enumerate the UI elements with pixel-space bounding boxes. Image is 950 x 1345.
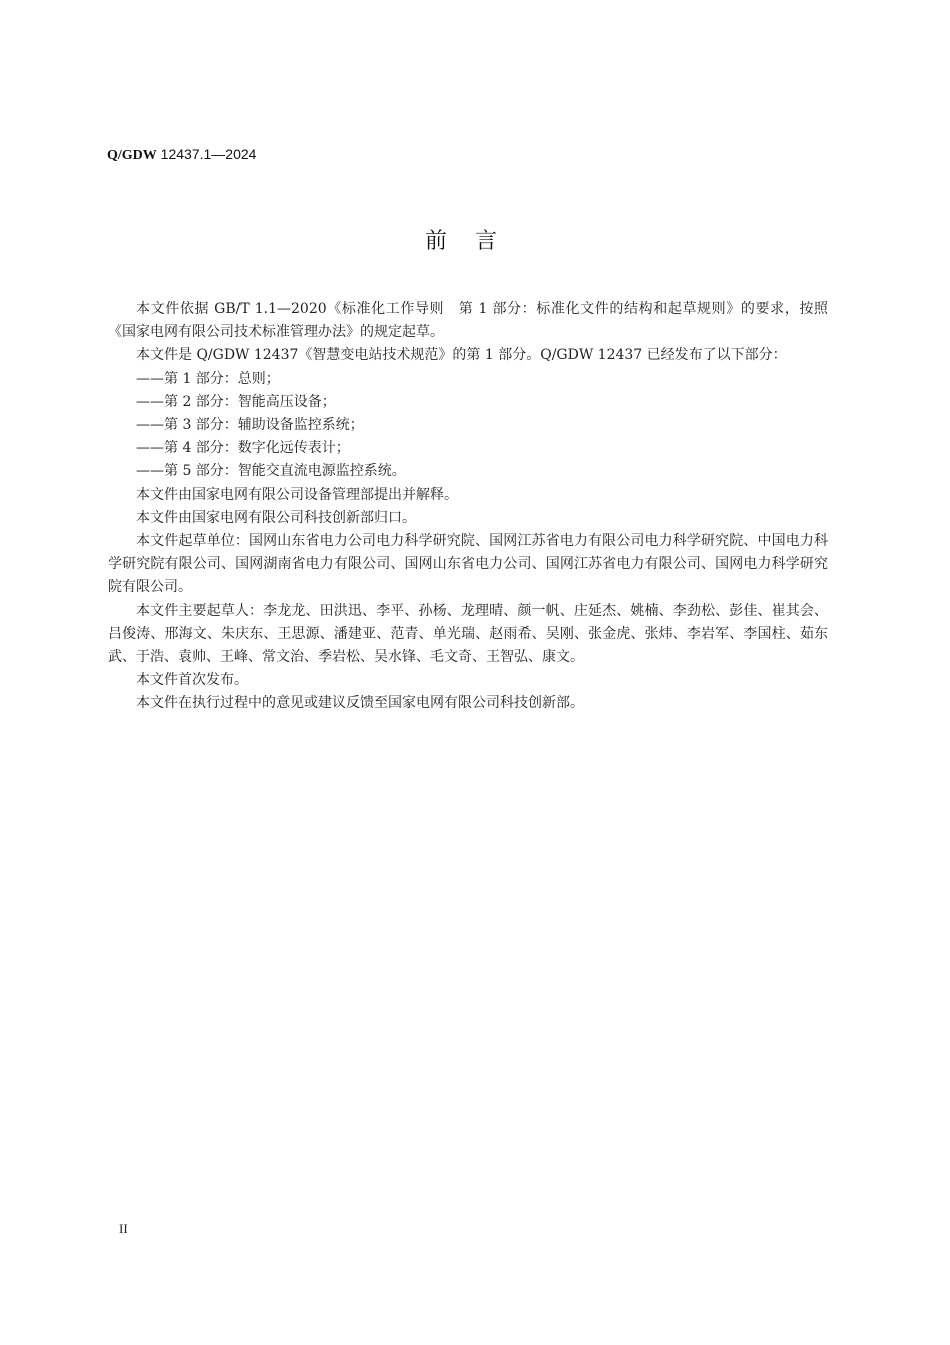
list-item: ——第 4 部分：数字化远传表计；	[136, 440, 350, 457]
drafting-units-paragraph: 本文件起草单位：国网山东省电力公司电力科学研究院、国网江苏省电力有限公司电力科学研究院、中国电力科学研究院有限公司、国网湖南省电力有限公司、国网山东省电力公司、国网江苏省电力有限公司、国网电力科学研究院有限公司。	[108, 533, 828, 596]
document-header	[107, 146, 256, 164]
list-item: ——第 2 部分：智能高压设备；	[136, 393, 336, 410]
list-item: ——第 3 部分：辅助设备监控系统；	[136, 417, 364, 434]
drafters-paragraph: 本文件主要起草人：李龙龙、田洪迅、李平、孙杨、龙理晴、颜一帆、庄延杰、姚楠、李劲松、彭佳、崔其会、吕俊涛、邢海文、朱庆东、王思源、潘建亚、范青、单光瑞、赵雨希、吴刚、张金虎、张炜、李岩军、李国柱、茹东武、于浩、袁帅、王峰、常文治、季岩松、吴水锋、毛文奇、王智弘、康文。	[108, 602, 828, 666]
paragraph: 本文件依据 GB/T 1.1—2020《标准化工作导则 第 1 部分：标准化文件的结构和起草规则》的要求，按照《国家电网有限公司技术标准管理办法》的规定起草。	[108, 301, 828, 341]
page-number: II	[119, 1221, 128, 1236]
paragraph: 本文件由国家电网有限公司科技创新部归口。	[136, 509, 416, 526]
paragraph: 本文件是 Q/GDW 12437《智慧变电站技术规范》的第 1 部分。Q/GDW 12437 已经发布了以下部分：	[136, 347, 787, 364]
standard-code-prefix: Q/GDW	[107, 148, 157, 163]
list-item: ——第 1 部分：总则；	[136, 370, 280, 387]
list-item: ——第 5 部分：智能交直流电源监控系统。	[136, 463, 406, 480]
paragraph: 本文件首次发布。	[136, 672, 248, 689]
paragraph: 本文件由国家电网有限公司设备管理部提出并解释。	[136, 486, 458, 503]
page-title: 前言	[424, 229, 525, 254]
paragraph: 本文件在执行过程中的意见或建议反馈至国家电网有限公司科技创新部。	[136, 695, 584, 712]
standard-number: 12437.1—2024	[160, 146, 257, 162]
document-body	[108, 298, 828, 716]
